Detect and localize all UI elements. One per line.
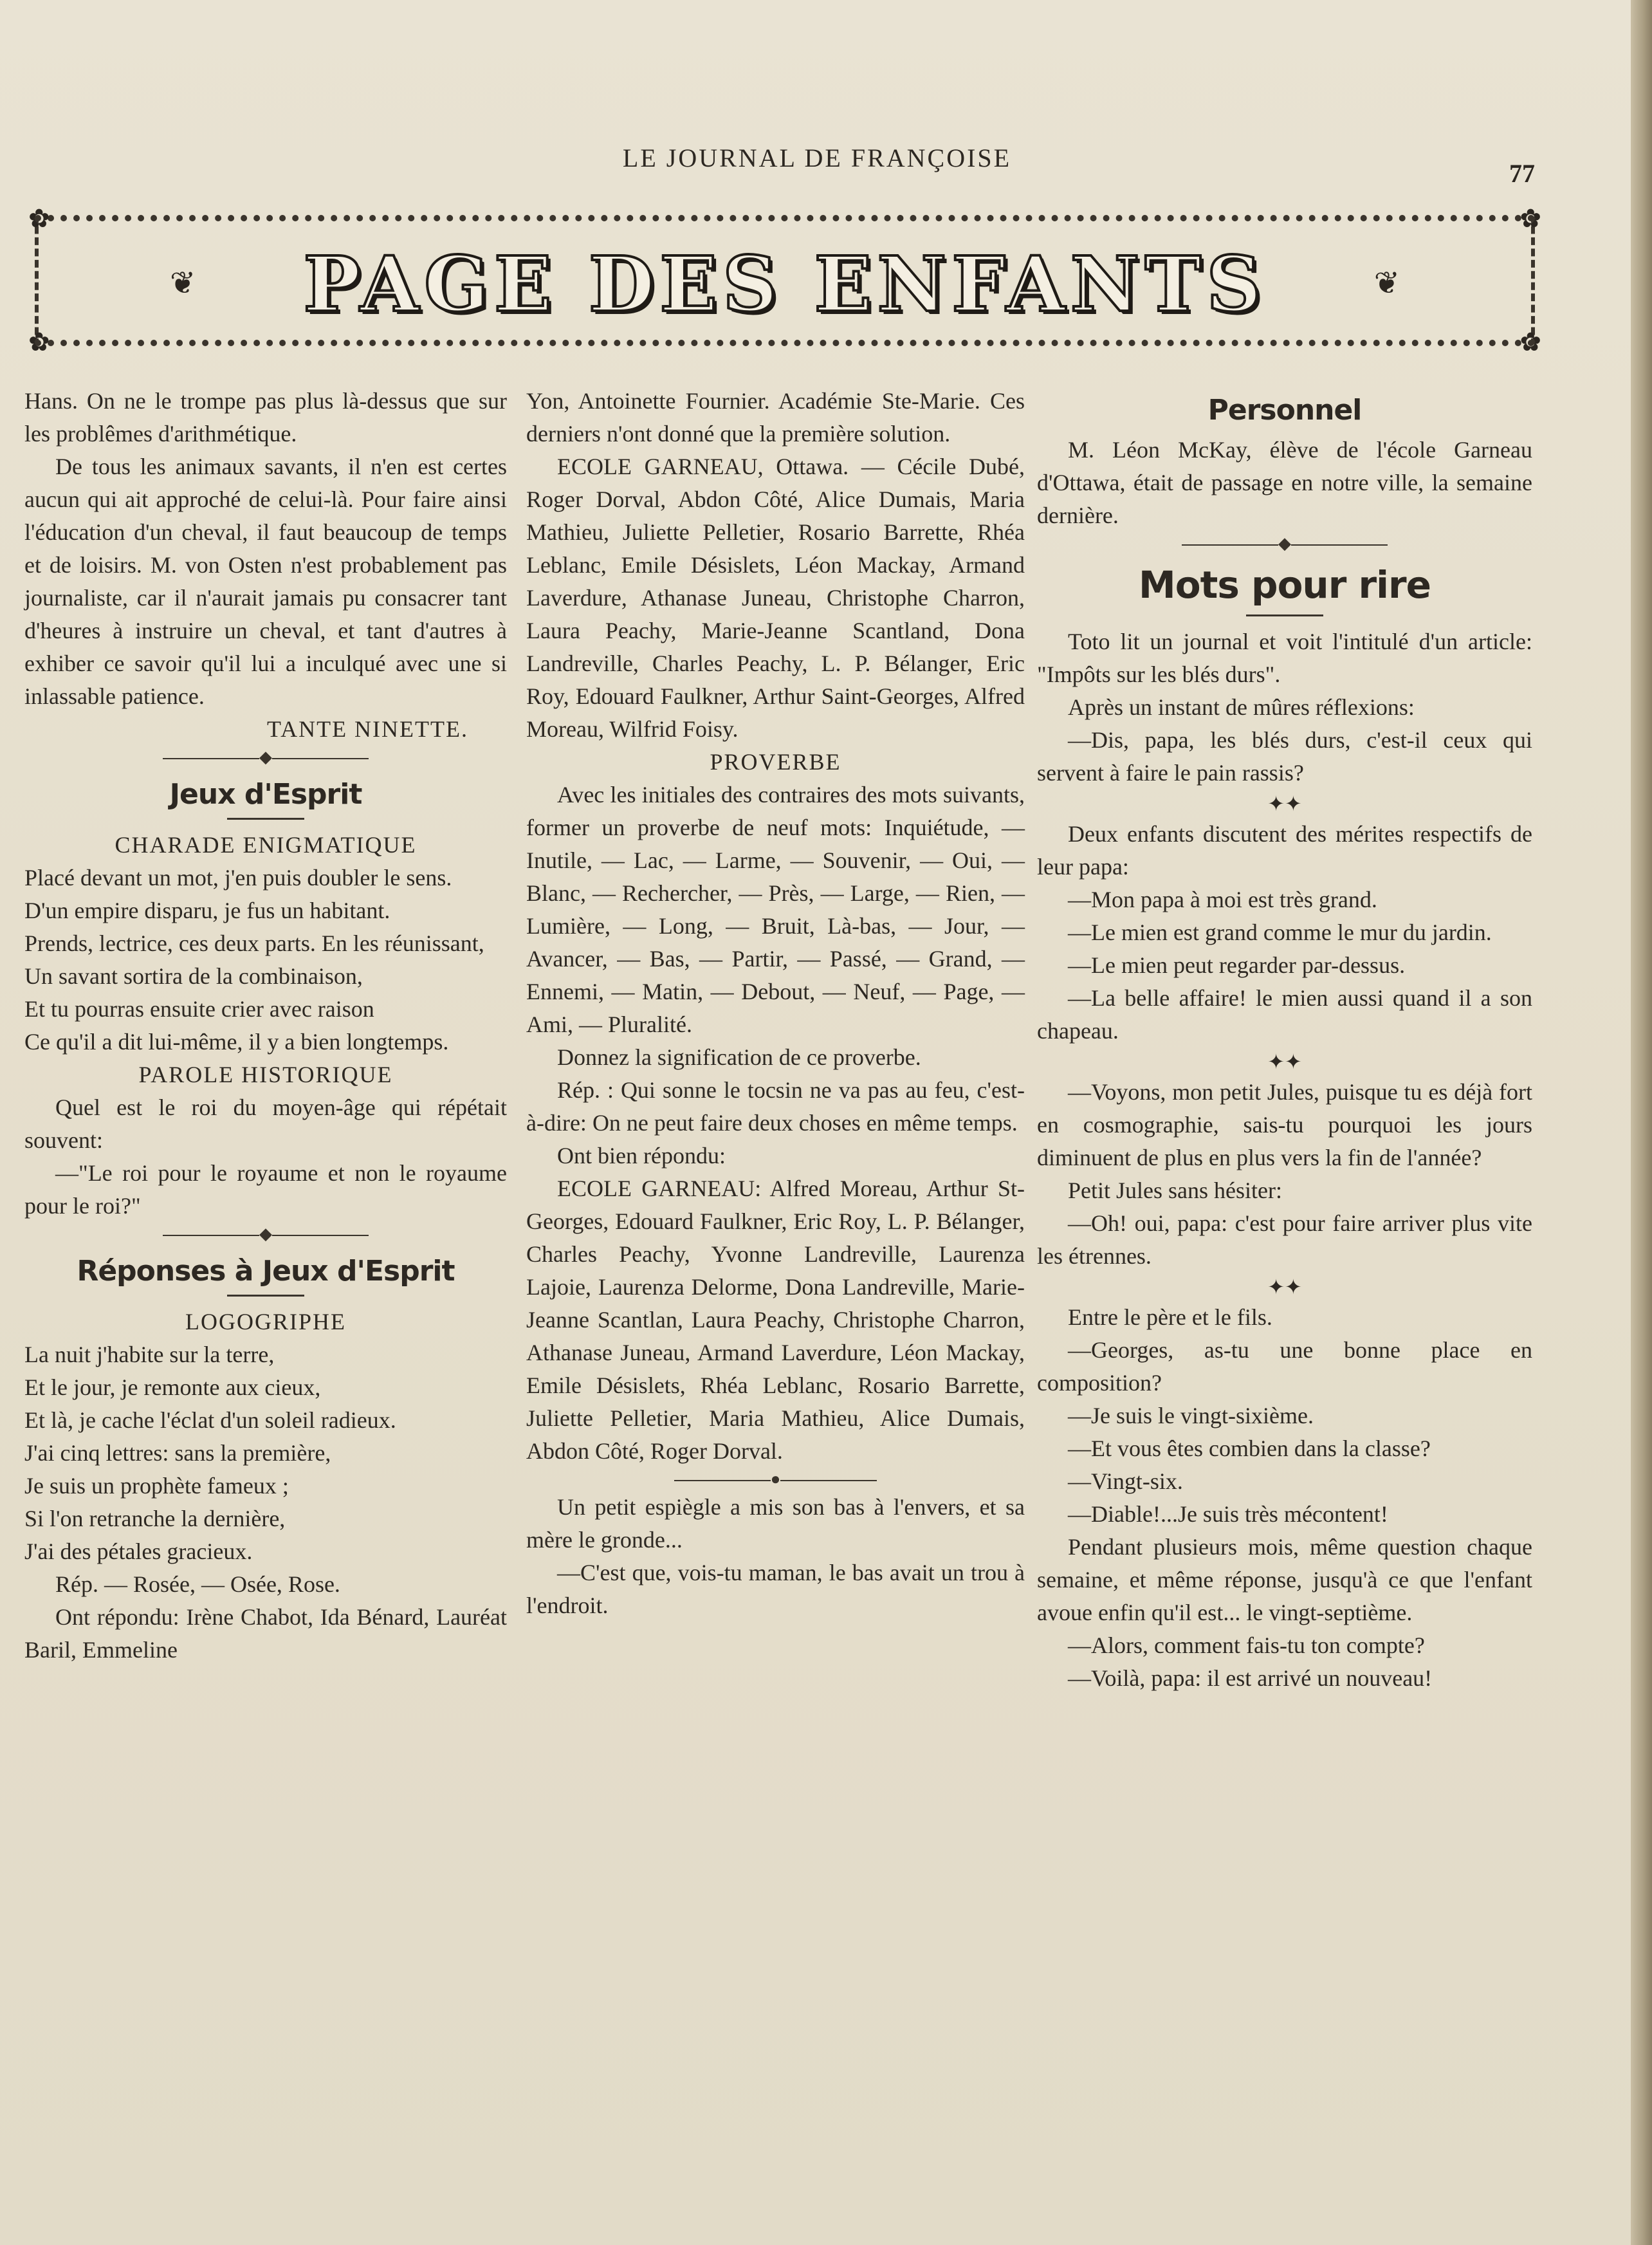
paragraph: Entre le père et le fils. (1068, 1304, 1272, 1330)
verse-line: J'ai des pétales gracieux. (24, 1538, 253, 1564)
paragraph: —Diable!...Je suis très mécontent! (1068, 1501, 1388, 1527)
paragraph: Rép. : Qui sonne le tocsin ne va pas au feu, c'est-à-dire: On ne peut faire deux choses en même temps. (526, 1077, 1025, 1136)
paragraph: —Oh! oui, papa: c'est pour faire arriver plus vite les étrennes. (1037, 1210, 1532, 1269)
paragraph: Ont bien répondu: (557, 1143, 726, 1169)
proverbe-title: PROVERBE (710, 749, 841, 775)
paragraph: —Et vous êtes combien dans la classe? (1068, 1436, 1431, 1461)
paragraph: Pendant plusieurs mois, même question chaque semaine, et même réponse, jusqu'à ce que l'enfant avoue enfin qu'il est... le vingt-septième. (1037, 1534, 1532, 1625)
paragraph: Quel est le roi du moyen-âge qui répétait souvent: (24, 1095, 507, 1153)
verse-line: La nuit j'habite sur la terre, (24, 1342, 275, 1367)
paragraph: —Voilà, papa: il est arrivé un nouveau! (1068, 1665, 1433, 1691)
verse-line: D'un empire disparu, je fus un habitant. (24, 898, 390, 923)
ornamental-divider: ● (526, 1468, 1025, 1491)
page-number: 77 (1509, 159, 1535, 188)
title-banner (28, 206, 1541, 355)
mots-heading: Mots pour rire (1139, 563, 1431, 607)
paragraph: Deux enfants discutent des mérites respectifs de leur papa: (1037, 821, 1532, 880)
verse-line: Prends, lectrice, ces deux parts. En les réunissant, (24, 930, 484, 956)
paragraph: Toto lit un journal et voit l'intitulé d'un article: "Impôts sur les blés durs". (1037, 629, 1532, 687)
heading-rule (227, 1295, 304, 1297)
verse-line: Et le jour, je remonte aux cieux, (24, 1374, 321, 1400)
charade-verse (24, 862, 507, 1058)
paragraph: —C'est que, vois-tu maman, le bas avait un trou à l'endroit. (526, 1560, 1025, 1618)
paragraph: —La belle affaire! le mien aussi quand il a son chapeau. (1037, 985, 1532, 1044)
paragraph: —Vingt-six. (1068, 1468, 1183, 1494)
column-3 (1037, 385, 1532, 1695)
personnel-heading: Personnel (1207, 394, 1362, 427)
paragraph: Hans. On ne le trompe pas plus là-dessus que sur les problêmes d'arithmétique. (24, 388, 507, 447)
paragraph: Ont répondu: Irène Chabot, Ida Bénard, Lauréat Baril, Emmeline (24, 1604, 507, 1663)
verse-line: Je suis un prophète fameux ; (24, 1473, 289, 1499)
verse-line: Si l'on retranche la dernière, (24, 1506, 286, 1531)
star-separator-icon: ✦✦ (1267, 1049, 1302, 1074)
column-2 (526, 385, 1025, 1622)
column-1 (24, 385, 507, 1667)
corner-flower-icon: ✿ (1519, 204, 1541, 234)
verse-line: Et tu pourras ensuite crier avec raison (24, 996, 374, 1022)
paragraph: —Georges, as-tu une bonne place en composition? (1037, 1337, 1532, 1396)
banner-title: PAGE DES ENFANTS (303, 239, 1267, 329)
paragraph: ECOLE GARNEAU, Ottawa. — Cécile Dubé, Roger Dorval, Abdon Côté, Alice Dumais, Maria Mathieu, Juliette Pelletier, Rosario Barrette, Rhéa Leblanc, Emile Désislets, Léon Mackay, Armand Laverdure, Athanase Juneau, Christophe Charron, Laura Peachy, Marie-Jeanne Scantland, Dona Landreville, Charles Peachy, L. P. Bélanger, Eric Roy, Edouard Faulkner, Arthur Saint-Georges, Alfred Moreau, Wilfrid Foisy. (526, 454, 1025, 742)
paragraph: Avec les initiales des contraires des mots suivants, former un proverbe de neuf mots: Inquiétude, — Inutile, — Lac, — Larme, — Souvenir, — Oui, — Blanc, — Rechercher, — Près, — Large, — Rien, — Lumière, — Long, — Bruit, Là-bas, — Jour, — Avancer, — Bas, — Partir, — Passé, — Grand, — Ennemi, — Matin, — Debout, — Neuf, — Page, — Ami, — Pluralité. (526, 782, 1025, 1037)
paragraph: —"Le roi pour le royaume et non le royaume pour le roi?" (24, 1160, 507, 1219)
signature: TANTE NINETTE. (266, 716, 468, 742)
fleuron-icon: ❦ (1373, 265, 1400, 301)
verse-line: J'ai cinq lettres: sans la première, (24, 1440, 331, 1466)
paragraph: —Le mien peut regarder par-dessus. (1068, 952, 1406, 978)
corner-flower-icon: ✿ (28, 204, 50, 234)
logogriphe-verse (24, 1338, 507, 1568)
paragraph: Donnez la signification de ce proverbe. (557, 1044, 921, 1070)
paragraph: —Le mien est grand comme le mur du jardin. (1068, 919, 1492, 945)
verse-line: Un savant sortira de la combinaison, (24, 963, 363, 989)
paragraph: De tous les animaux savants, il n'en est certes aucun qui ait approché de celui-là. Pour faire ainsi l'éducation d'un cheval, il faut beaucoup de temps et de loisirs. M. von Osten n'est probablement pas journaliste, car il n'aurait jamais pu consacrer tant d'heures à instruire un cheval, et tant d'autres à exhiber ce savoir qu'il lui a inculqué avec une si inlassable patience. (24, 454, 507, 709)
paragraph: Yon, Antoinette Fournier. Académie Ste-Marie. Ces derniers n'ont donné que la première solution. (526, 388, 1025, 447)
verse-line: Placé devant un mot, j'en puis doubler le sens. (24, 865, 452, 891)
star-separator-icon: ✦✦ (1267, 791, 1302, 816)
fleuron-icon: ❦ (170, 265, 196, 301)
paragraph: Rép. — Rosée, — Osée, Rose. (55, 1571, 340, 1597)
paragraph: —Mon papa à moi est très grand. (1068, 887, 1377, 912)
ornamental-divider: ◆ (24, 746, 507, 769)
heading-rule (1246, 614, 1323, 616)
paragraph: M. Léon McKay, élève de l'école Garneau d'Ottawa, était de passage en notre ville, la semaine dernière. (1037, 437, 1532, 528)
heading-rule (227, 818, 304, 820)
paragraph: Après un instant de mûres réflexions: (1068, 694, 1415, 720)
paragraph: —Voyons, mon petit Jules, puisque tu es déjà fort en cosmographie, sais-tu pourquoi les jours diminuent de plus en plus vers la fin de l'année? (1037, 1079, 1532, 1170)
running-head: LE JOURNAL DE FRANÇOISE (622, 143, 1012, 172)
paragraph: ECOLE GARNEAU: Alfred Moreau, Arthur St-Georges, Edouard Faulkner, Eric Roy, L. P. Bélanger, Charles Peachy, Yvonne Landreville, Laurenza Lajoie, Laurenza Delorme, Dona Landreville, Marie-Jeanne Scantlan, Laura Peachy, Christophe Charron, Athanase Juneau, Armand Laverdure, Léon Mackay, Emile Désislets, Rhéa Leblanc, Rosario Barrette, Juliette Pelletier, Maria Mathieu, Alice Dumais, Abdon Côté, Roger Dorval. (526, 1176, 1025, 1464)
paragraph: —Je suis le vingt-sixième. (1068, 1403, 1314, 1428)
paragraph: Un petit espiègle a mis son bas à l'envers, et sa mère le gronde... (526, 1494, 1025, 1553)
ornamental-divider: ◆ (1037, 532, 1532, 555)
logogriphe-title: LOGOGRIPHE (185, 1309, 346, 1335)
charade-title: CHARADE ENIGMATIQUE (115, 832, 417, 858)
ornamental-divider: ◆ (24, 1223, 507, 1246)
paragraph: —Dis, papa, les blés durs, c'est-il ceux qui servent à faire le pain rassis? (1037, 727, 1532, 786)
corner-flower-icon: ✿ (1519, 328, 1541, 357)
paragraph: Petit Jules sans hésiter: (1068, 1178, 1282, 1203)
corner-flower-icon: ✿ (28, 328, 50, 357)
verse-line: Ce qu'il a dit lui-même, il y a bien longtemps. (24, 1029, 449, 1055)
reponses-heading: Réponses à Jeux d'Esprit (77, 1255, 455, 1288)
star-separator-icon: ✦✦ (1267, 1275, 1302, 1299)
verse-line: Et là, je cache l'éclat d'un soleil radieux. (24, 1407, 396, 1433)
parole-title: PAROLE HISTORIQUE (138, 1062, 393, 1087)
paragraph: —Alors, comment fais-tu ton compte? (1068, 1632, 1425, 1658)
jeux-heading: Jeux d'Esprit (169, 778, 362, 811)
page-binding-edge (1631, 0, 1652, 2245)
